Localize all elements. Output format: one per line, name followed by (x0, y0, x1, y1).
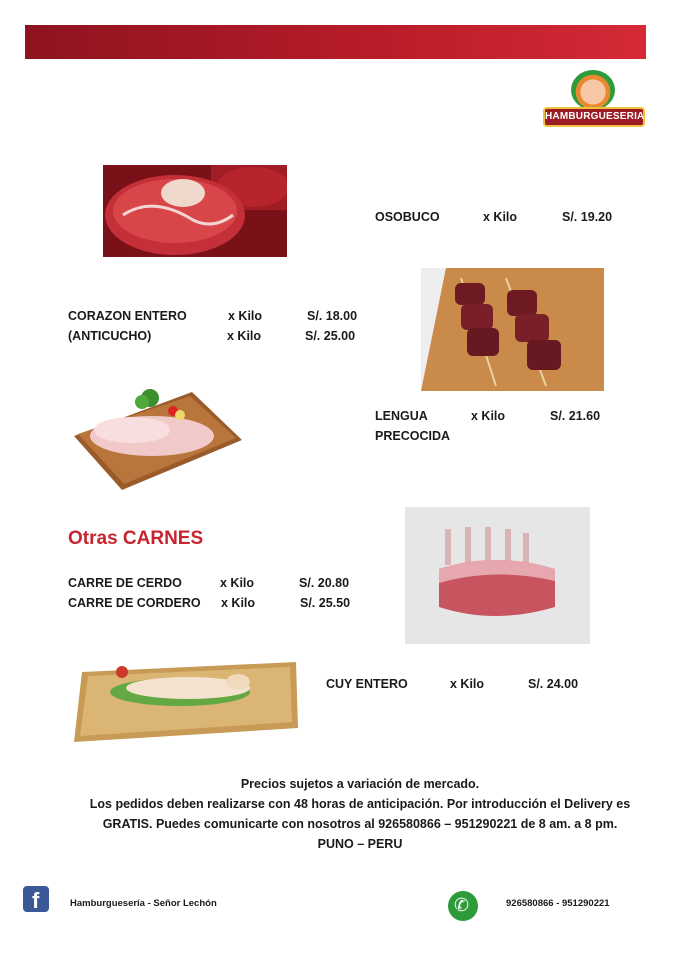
logo-mascot-icon (571, 70, 615, 110)
product-name: LENGUA (375, 409, 428, 423)
product-name: CARRE DE CERDO (68, 576, 182, 590)
anticucho-image (421, 268, 604, 391)
product-name: CORAZON ENTERO (68, 309, 187, 323)
product-unit: x Kilo (221, 596, 256, 610)
product-unit: x Kilo (450, 677, 485, 691)
lengua-image (62, 378, 262, 496)
phone-icon[interactable]: ✆ (448, 891, 478, 921)
notice-line: Los pedidos deben realizarse con 48 horas de anticipación. Por introducción el Delivery es (89, 797, 631, 811)
product-name: CUY ENTERO (326, 677, 408, 691)
footer-phones: 926580866 - 951290221 (506, 898, 610, 909)
facebook-icon[interactable]: f (23, 886, 49, 912)
notice-line: Precios sujetos a variación de mercado. (240, 777, 480, 791)
carre-image (405, 507, 590, 644)
cuy-image (70, 658, 300, 744)
facebook-page-name: Hamburguesería - Señor Lechón (70, 898, 217, 909)
product-name: CARRE DE CORDERO (68, 596, 201, 610)
product-name: OSOBUCO (375, 210, 440, 224)
notice-line: PUNO – PERU (317, 837, 403, 851)
notice-line: GRATIS. Puedes comunicarte con nosotros al 926580866 – 951290221 de 8 am. a 8 pm. (102, 817, 618, 831)
product-price: S/. 19.20 (562, 210, 613, 224)
product-name: (ANTICUCHO) (68, 329, 152, 343)
product-price: S/. 20.80 (299, 576, 350, 590)
product-unit: x Kilo (228, 309, 263, 323)
osobuco-image (103, 165, 287, 257)
product-unit: x Kilo (227, 329, 262, 343)
product-name-line2: PRECOCIDA (375, 429, 451, 443)
brand-logo (543, 70, 645, 130)
product-price: S/. 25.50 (300, 596, 351, 610)
product-unit: x Kilo (483, 210, 518, 224)
logo-wordmark: HAMBURGUESERIA (543, 107, 645, 127)
header-bar (25, 25, 646, 59)
product-price: S/. 18.00 (307, 309, 358, 323)
product-unit: x Kilo (471, 409, 506, 423)
product-price: S/. 21.60 (550, 409, 601, 423)
product-price: S/. 25.00 (305, 329, 356, 343)
product-price: S/. 24.00 (528, 677, 579, 691)
product-unit: x Kilo (220, 576, 255, 590)
section-heading: Otras CARNES (68, 528, 204, 549)
